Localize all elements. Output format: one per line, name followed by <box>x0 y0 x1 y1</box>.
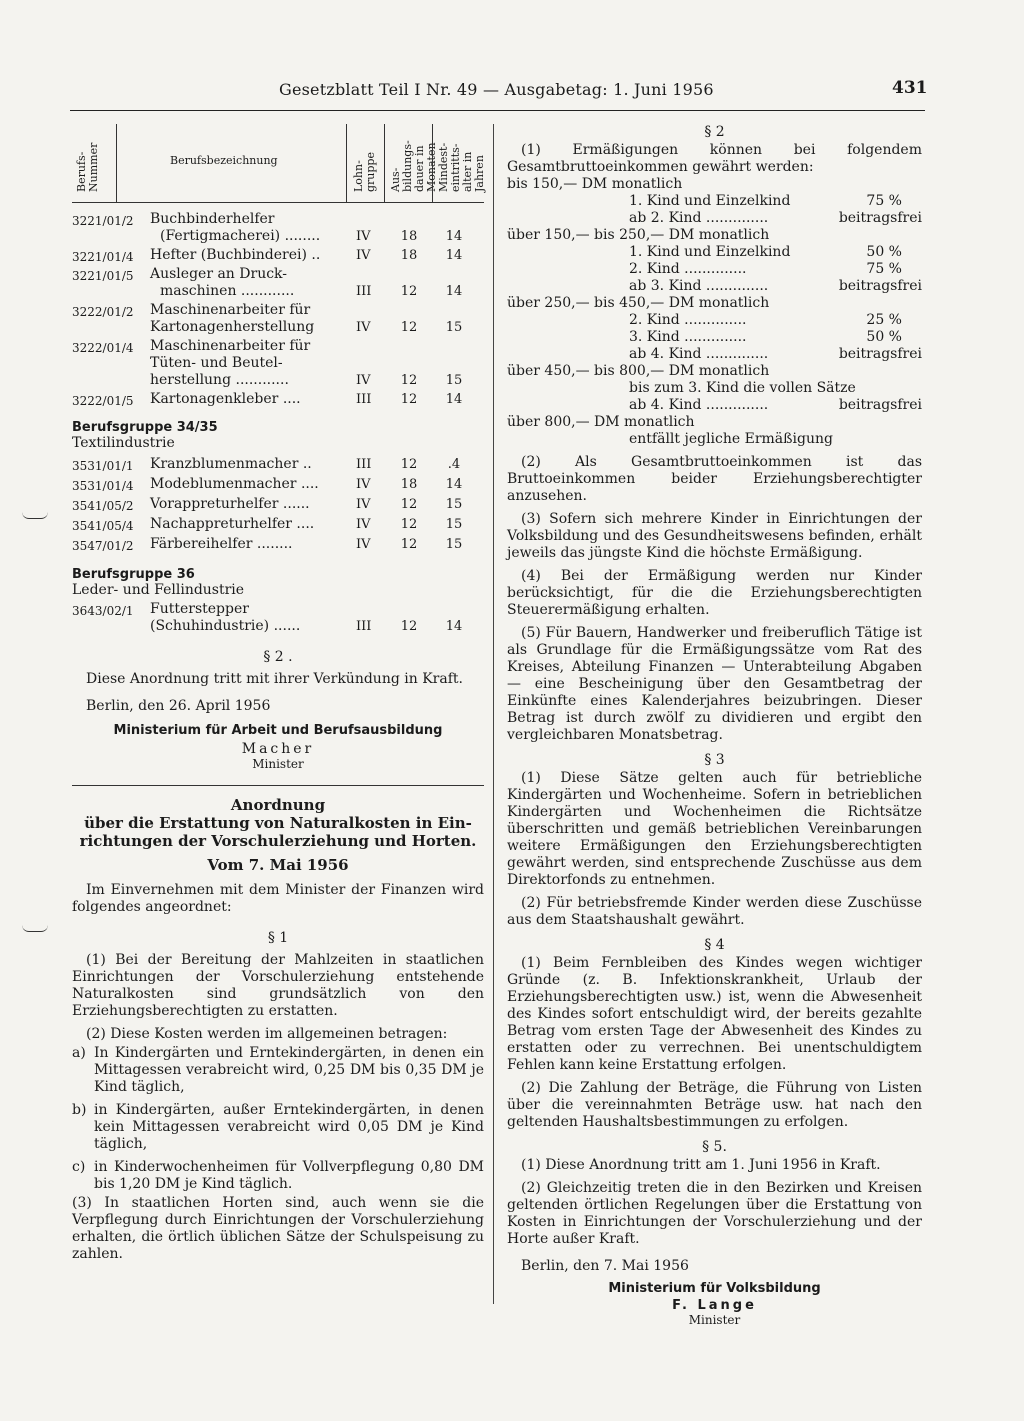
table-row: 3222/01/2 Maschinenarbeiter für Kartonagenherstellung IV 12 15 <box>72 302 463 335</box>
margin-mark <box>22 925 48 932</box>
income-scale <box>507 176 922 448</box>
paragraph: (2) Als Gesamtbruttoeinkommen ist das Bruttoeinkommen beider Erziehungsberechtigter anzusehen. <box>507 454 922 504</box>
page-number: 431 <box>892 78 928 98</box>
table-row: 3531/01/1 Kranzblumenmacher .. III 12 .4 <box>72 456 461 473</box>
section-sign: § 2 . <box>263 649 293 665</box>
header-title: Gesetzblatt Teil I Nr. 49 — Ausgabetag: 1. Juni 1956 <box>279 80 714 99</box>
paragraph: (2) Gleichzeitig treten die in den Bezirken und Kreisen geltenden örtlichen Regelungen über die Erstattung von Kosten in Einrichtungen der Vorschulerziehung und der Horte außer Kraft. <box>507 1180 922 1247</box>
section-sign: § 4 <box>704 937 725 953</box>
group-title: Berufsgruppe 36 <box>72 567 195 582</box>
signer-role: Minister <box>252 757 304 771</box>
paragraph: (1) Bei der Bereitung der Mahlzeiten in staatlichen Einrichtungen der Vorschulerziehung entstehende Naturalkosten sind grundsätzlich von den Erziehungsberechtigten zu erstatten. <box>72 952 484 1019</box>
scale-band: über 800,— DM monatlich entfällt jegliche Ermäßigung <box>507 414 833 447</box>
paragraph: (2) Diese Kosten werden im allgemeinen betragen: <box>86 1026 448 1042</box>
scale-band: bis 150,— DM monatlich 1. Kind und Einzelkind 75 % ab 2. Kind .............. beitragsfrei <box>507 176 922 226</box>
signer-name: F. Lange <box>672 1298 757 1313</box>
paragraph: (1) Beim Fernbleiben des Kindes wegen wichtiger Gründe (z. B. Infektionskrankheit, Urlaub der Erziehungsberechtigten usw.) ist, wenn die Abwesenheit des Kindes sofort entschuldigt wird, der bereits gezahlte Betrag vom ersten Tage der Abwesenheit des Kindes zu erstatten oder zu verrechnen. Bei unentschuldigtem Fehlen kann keine Erstattung erfolgen. <box>507 955 922 1073</box>
scale-band: über 150,— bis 250,— DM monatlich 1. Kind und Einzelkind 50 % 2. Kind .............. 75 % ab 3. Kind .............. beitragsfrei <box>507 227 922 294</box>
group-subtitle: Leder- und Fellindustrie <box>72 582 245 598</box>
table-row: 3643/02/1 Futterstepper (Schuhindustrie) ...... III 12 14 <box>72 601 463 634</box>
ministry-name: Ministerium für Volksbildung <box>608 1281 821 1296</box>
column-divider <box>493 124 494 1304</box>
table-row: 3221/01/5 Ausleger an Druck- maschinen ............ III 12 14 <box>72 266 463 299</box>
paragraph: (3) Sofern sich mehrere Kinder in Einrichtungen der Volksbildung und des Gesundheitswesens befinden, erhält jeweils das jüngste Kind die höchste Ermäßigung. <box>507 511 922 561</box>
table-row: 3221/01/4 Hefter (Buchbinderei) .. IV 18 14 <box>72 247 463 264</box>
header-rule <box>70 110 925 111</box>
header-bezeichnung: Berufsbezeichnung <box>170 154 278 167</box>
header-nummer: Berufs-Nummer <box>75 142 100 192</box>
table-row: 3547/01/2 Färbereihelfer ........ IV 12 15 <box>72 536 463 553</box>
decree-title-line: richtungen der Vorschulerziehung und Horten. <box>79 832 477 850</box>
table-row: 3541/05/2 Vorappreturhelfer ...... IV 12 15 <box>72 496 463 513</box>
list-item: a) In Kindergärten und Erntekindergärten, in denen ein Mittagessen verabreicht wird, 0,25 DM bis 0,35 DM je Kind täglich, <box>72 1045 484 1095</box>
right-column <box>507 124 922 1327</box>
paragraph: (1) Diese Sätze gelten auch für betriebliche Kindergärten und Wochenheime. Sofern in betrieblichen Kindergärten und Wochenheimen die Richtsätze überschritten und gemäß betrieblichen Vereinbarungen weitere Ermäßigungen den Erziehungsberechtigten gewährt werden, sind entsprechende Zuschüsse aus dem Direktorfonds zu entnehmen. <box>507 770 922 888</box>
paragraph: Diese Anordnung tritt mit ihrer Verkündung in Kraft. <box>86 671 463 687</box>
paragraph: (3) In staatlichen Horten sind, auch wenn sie die Verpflegung durch Einrichtungen der Vorschulerziehung erhalten, die örtlich üblichen Sätze der Schulspeisung zu zahlen. <box>72 1195 484 1262</box>
scale-band: über 450,— bis 800,— DM monatlich bis zum 3. Kind die vollen Sätze ab 4. Kind .............. beitragsfrei <box>507 363 922 413</box>
paragraph: (2) Für betriebsfremde Kinder werden diese Zuschüsse aus dem Staatshaushalt gewährt. <box>507 895 922 928</box>
table-row: 3541/05/4 Nachappreturhelfer .... IV 12 15 <box>72 516 463 533</box>
decree-date: Vom 7. Mai 1956 <box>207 856 349 874</box>
decree-title: Anordnung <box>230 796 326 814</box>
paragraph: (4) Bei der Ermäßigung werden nur Kinder berücksichtigt, für die die Erziehungsberechtigten Steuerermäßigung erhalten. <box>507 568 922 618</box>
table-row: 3531/01/4 Modeblumenmacher .... IV 18 14 <box>72 476 463 493</box>
list-item: c) in Kinderwochenheimen für Vollverpflegung 0,80 DM bis 1,20 DM je Kind täglich. <box>72 1159 484 1192</box>
margin-mark <box>22 512 48 519</box>
header-mindest: Mindest-eintritts-alter in Jahren <box>437 142 486 192</box>
paragraph: (2) Die Zahlung der Beträge, die Führung von Listen über die vereinnahmten Beträge usw. hat nach den geltenden Haushaltsbestimmungen zu erfolgen. <box>507 1080 922 1130</box>
section-sign: § 3 <box>704 752 725 768</box>
left-column <box>72 124 484 1263</box>
decree-title-line: über die Erstattung von Naturalkosten in Ein- <box>84 814 472 832</box>
ministry-name: Ministerium für Arbeit und Berufsausbildung <box>113 723 443 738</box>
place-date: Berlin, den 7. Mai 1956 <box>521 1258 689 1274</box>
signer-name: Macher <box>241 741 315 757</box>
group-subtitle: Textilindustrie <box>72 435 175 451</box>
paragraph: (1) Diese Anordnung tritt am 1. Juni 1956 in Kraft. <box>521 1157 881 1173</box>
table-row: 3222/01/5 Kartonagenkleber .... III 12 14 <box>72 391 463 408</box>
table-row: 3222/01/4 Maschinenarbeiter für Tüten- und Beutel- herstellung ............ IV 12 15 <box>72 338 463 388</box>
header-lohngruppe: Lohn-gruppe <box>352 152 377 192</box>
section-sign: § 2 <box>704 124 725 140</box>
place-date: Berlin, den 26. April 1956 <box>86 698 271 714</box>
section-sign: § 1 <box>267 930 289 946</box>
paragraph: (5) Für Bauern, Handwerker und freiberuflich Tätige ist als Grundlage für die Ermäßigungssätze vom Rat des Kreises, Abteilung Finanzen — Unterabteilung Abgaben — eine Bescheinigung über den Gesamtbetrag der Einkünfte eines Kalenderjahres beizubringen. Dieser Betrag ist durch zwölf zu dividieren und ergibt den vergleichbaren Monatsbetrag. <box>507 625 922 743</box>
section-divider <box>72 785 484 786</box>
table-row: 3221/01/2 Buchbinderhelfer (Fertigmacherei) ........ IV 18 14 <box>72 211 463 244</box>
list-item: b) in Kindergärten, außer Erntekindergärten, in denen kein Mittagessen verabreicht wird 0,05 DM je Kind täglich, <box>72 1102 484 1152</box>
header-ausbildung: Aus-bildungs-dauer in Monaten <box>389 140 438 192</box>
table-header <box>72 124 484 203</box>
signer-role: Minister <box>688 1313 741 1327</box>
paragraph: (1) Ermäßigungen können bei folgendem Gesamtbruttoeinkommen gewährt werden: <box>507 142 922 175</box>
section-sign: § 5. <box>702 1139 727 1155</box>
paragraph: Im Einvernehmen mit dem Minister der Finanzen wird folgendes angeordnet: <box>72 882 484 915</box>
scale-band: über 250,— bis 450,— DM monatlich 2. Kind .............. 25 % 3. Kind .............. 50 % ab 4. Kind .............. beitragsfrei <box>507 295 922 362</box>
group-title: Berufsgruppe 34/35 <box>72 420 218 435</box>
